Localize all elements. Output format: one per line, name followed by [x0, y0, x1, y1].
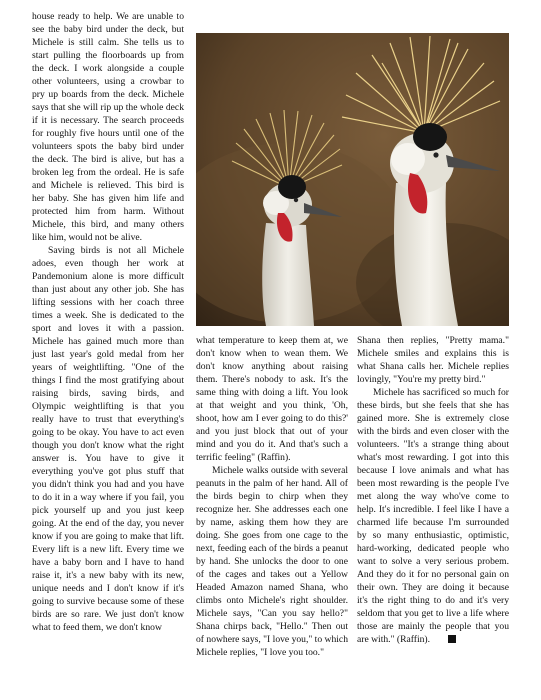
- text-column-middle: [196, 334, 348, 659]
- text-column-right: [357, 334, 509, 646]
- paragraph: what temperature to keep them at, we don't know when to wean them. We don't know anything about raising them. There's nobody to ask. It's the same thing with doing a lift. You look at that weight and you think, 'Oh, shoot, how am I ever going to do this?' and you just block that out of your mind and you do it. And that's such a terrific feeling" (Raffin).: [196, 335, 348, 463]
- paragraph: Shana then replies, "Pretty mama." Michele smiles and explains this is what Shana calls her. Michele replies lovingly, "You're my pretty bird.": [357, 335, 509, 385]
- paragraph: [357, 386, 509, 646]
- paragraph: Saving birds is not all Michele adoes, even though her work at Pandemonium alone is more difficult than just about any other job. She has lifting sessions with her coach three times a week. She is dedicated to the sport and loves it with a passion. Michele has gained much more than just last year's gold medal from her years of weightlifting. "One of the things I find the most gratifying about raising birds, saving birds, and Olympic weightlifting is that you really have to trust that everything's going to be okay. You have to act even though you don't know what the right answer is. You have to give it everything you've got plus stuff that you didn't think you had and you have to do it in a way where if you fail, you pick yourself up and you just keep going. At the end of the day, you never know if you are going to make that lift. Every lift is a new lift. Every time we have a baby born and I have to hand raise it, it's a new baby with its new, unique needs and I don't know if it's going to survive because some of these birds are so rare. We just don't know what to feed them, we don't know: [32, 245, 184, 633]
- crowned-crane-photo: [196, 33, 509, 326]
- crowned-crane-illustration: [196, 33, 509, 326]
- paragraph: Michele walks outside with several peanuts in the palm of her hand. All of the birds begin to chirp when they recognize her. She addresses each one by name, asking them how they are doing. She goes from one cage to the next, feeding each of the birds a peanut by hand. She unlocks the door to one of the cages and takes out a Yellow Headed Amazon named Shana, who climbs onto Michele's right shoulder. Michele says, "Can you say hello?" Shana chirps back, "Hello." Then out of nowhere says, "I love you," to which Michele replies, "I love you too.": [196, 465, 348, 658]
- paragraph: house ready to help. We are unable to see the baby bird under the deck, but Michele is still calm. She tells us to start pulling the floorboards up from the deck. I work alongside a couple other volunteers, using a crowbar to pry up boards from the deck. Michele says that she will rip up the whole deck if it is necessary. The search proceeds for roughly five hours until one of the volunteers spots the baby bird under the deck. The bird is alive, but has a broken leg from the ordeal. He is safe and Michele is relieved. This bird is her baby. She has given him life and protected him from harm. Without Michele, this bird, and many others like him, would not be alive.: [32, 11, 184, 243]
- end-of-article-mark: [448, 635, 456, 643]
- text-column-left: [32, 10, 184, 634]
- paragraph-text: Michele has sacrificed so much for these birds, but she feels that she has gained more. She is extremely close with the birds and even closer with the volunteers. "It's a strange thing about what's most rewarding. I got into this because I love animals and what has been most rewarding is the people I've met along the way who've come to help. It's incredible. I feel like I have a charmed life because I'm surrounded by so many enthusiastic, optimistic, hard-working, dedicated people who want to solve a very serious probem. And they do it for no personal gain on their own. They are doing it because it's the right thing to do and it's very seldom that you get to live a life where those are mainly the people that you are with." (Raffin).: [357, 387, 509, 645]
